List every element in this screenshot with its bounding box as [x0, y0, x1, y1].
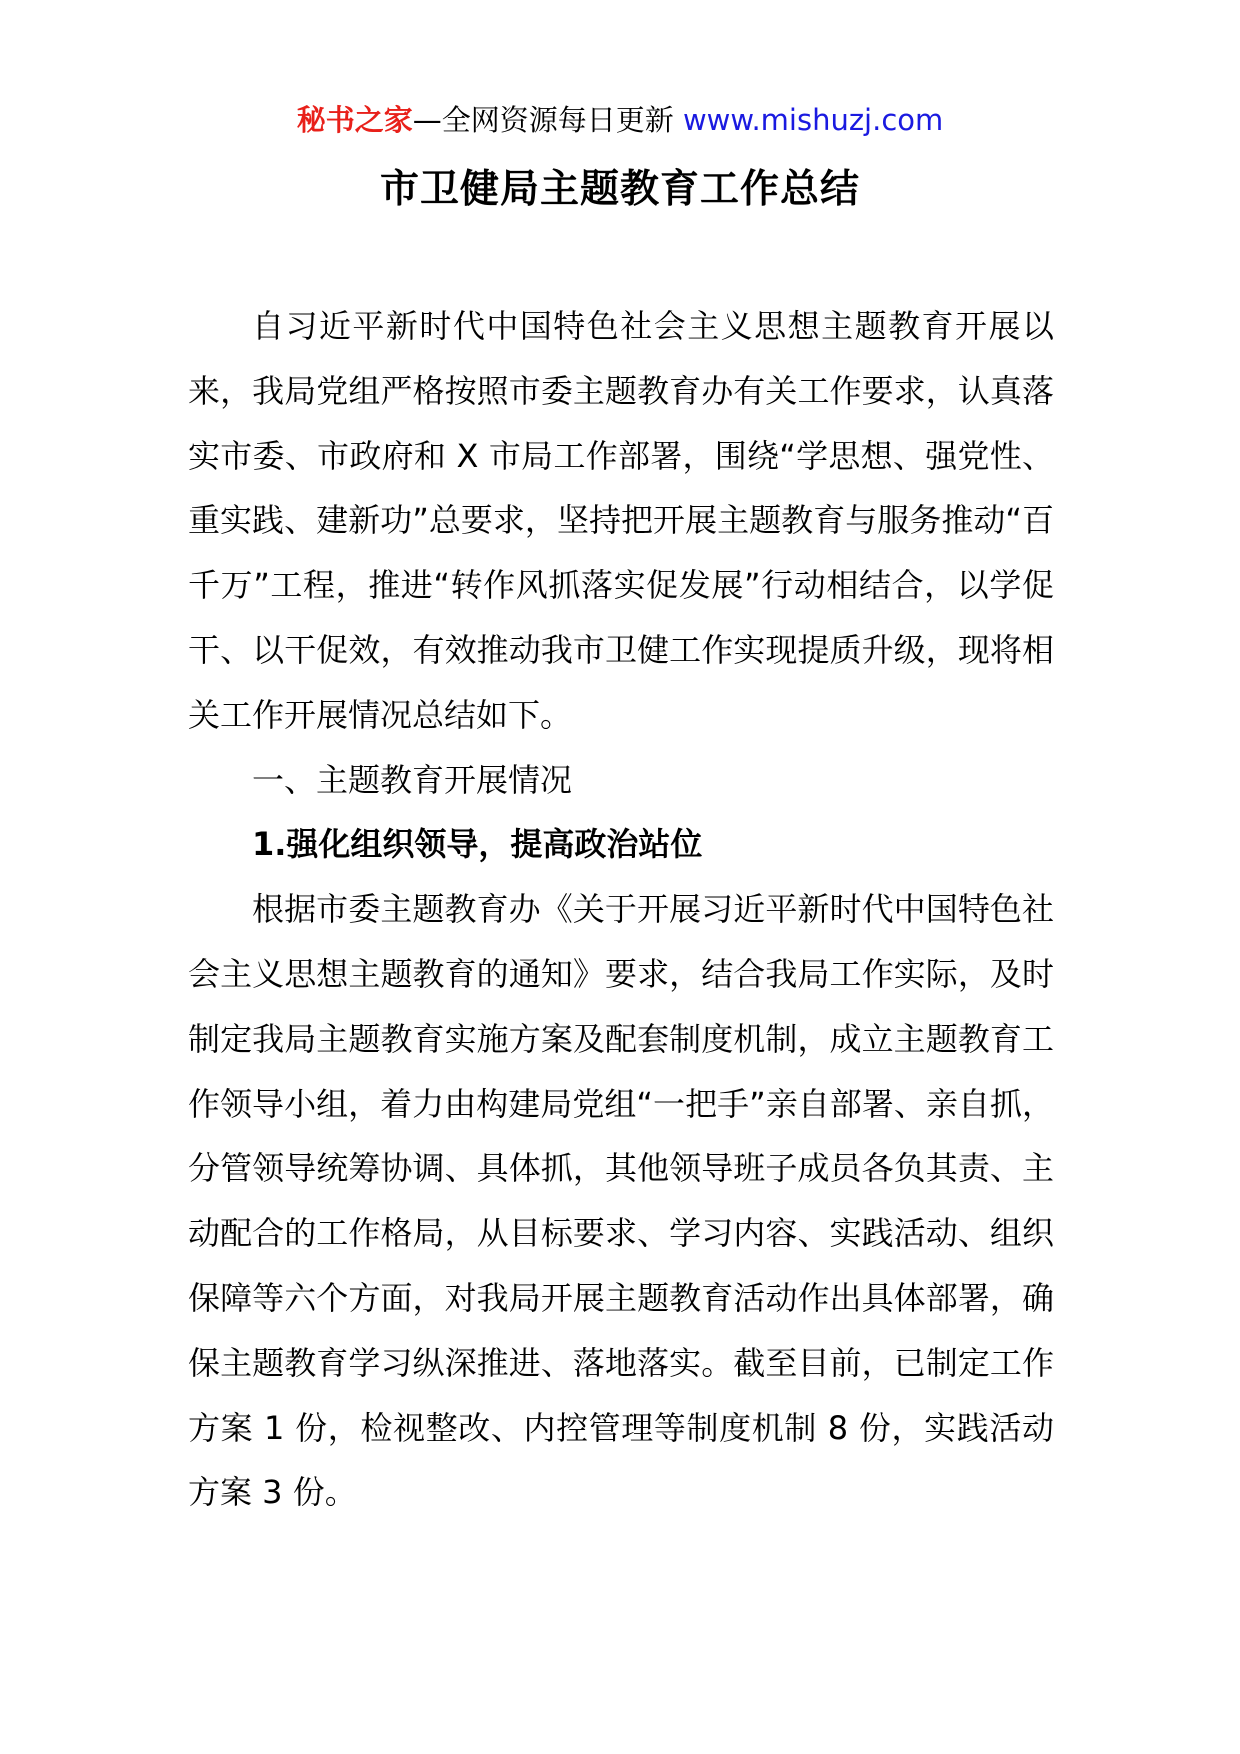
document-title: 市卫健局主题教育工作总结: [379, 167, 860, 212]
section-heading: 一、主题教育开展情况: [252, 760, 573, 799]
document-body: [188, 294, 1054, 1525]
subsection-paragraph: 根据市委主题教育办《关于开展习近平新时代中国特色社会主义思想主题教育的通知》要求，结合我局工作实际，及时制定我局主题教育实施方案及配套制度机制，成立主题教育工作领导小组，着力由构建局党组“一把手”亲自部署、亲自抓，分管领导统筹协调、具体抓，其他领导班子成员各负其责、主动配合的工作格局，从目标要求、学习内容、实践活动、组织保障等六个方面，对我局开展主题教育活动作出具体部署，确保主题教育学习纵深推进、落地落实。截至目前，已制定工作方案 1 份，检视整改、内控管理等制度机制 8 份，实践活动方案 3 份。: [188, 890, 1054, 1512]
header-tagline: —全网资源每日更新: [412, 103, 674, 137]
intro-paragraph: 自习近平新时代中国特色社会主义思想主题教育开展以来，我局党组严格按照市委主题教育办有关工作要求，认真落实市委、市政府和 X 市局工作部署，围绕“学思想、强党性、重实践、建新功”总要求，坚持把开展主题教育与服务推动“百千万”工程，推进“转作风抓落实促发展”行动相结合，以学促干、以干促效，有效推动我市卫健工作实现提质升级，现将相关工作开展情况总结如下。: [188, 307, 1054, 734]
document-header: [0, 100, 1240, 140]
header-site-url[interactable]: www.mishuzj.com: [682, 103, 944, 137]
subsection-heading: 1.强化组织领导，提高政治站位: [252, 825, 703, 864]
header-brand: 秘书之家: [296, 103, 413, 137]
